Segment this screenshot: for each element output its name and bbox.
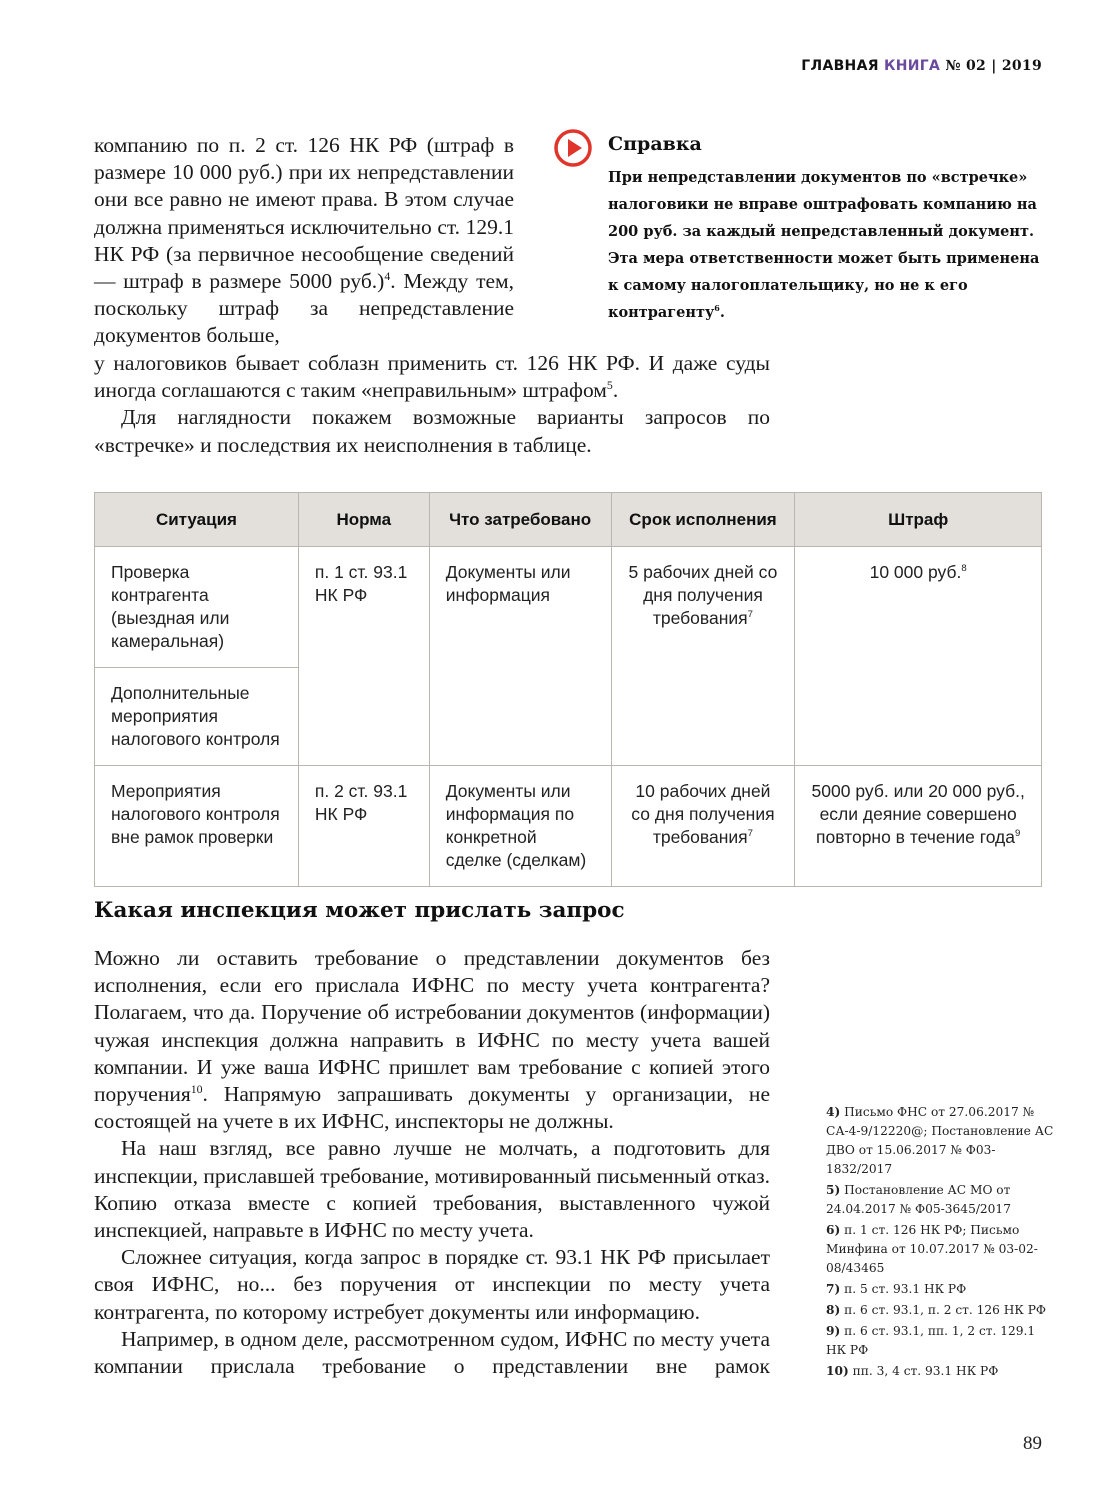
footnote-text: п. 6 ст. 93.1, пп. 1, 2 ст. 129.1 НК РФ	[826, 1324, 1036, 1357]
cell-deadline	[611, 547, 795, 766]
running-head	[801, 58, 1042, 74]
column-header: Срок исполнения	[611, 493, 795, 547]
footnote-ref[interactable]: 6	[714, 304, 720, 314]
footnote	[826, 1181, 1056, 1219]
footnote-number: 7)	[826, 1282, 841, 1296]
footnote-ref[interactable]: 4	[384, 268, 391, 283]
footnote	[826, 1301, 1056, 1320]
intro-cont-text: у налоговиков бывает соблазн применить ст. 126 НК РФ. И даже суды иногда соглашаются с таким «неправильным» штрафом	[94, 351, 770, 403]
section-heading: Какая инспекция может прислать запрос	[94, 898, 625, 923]
footnote	[826, 1362, 1056, 1381]
fine-text: 5000 руб. или 20 000 руб., если деяние совершено повторно в течение года	[811, 781, 1025, 847]
punctuation: .	[612, 378, 619, 403]
column-header: Ситуация	[95, 493, 299, 547]
footnote-number: 9)	[826, 1324, 841, 1338]
issue-number: № 02 | 2019	[945, 58, 1042, 74]
footnote	[826, 1322, 1056, 1360]
footnote-ref[interactable]: 9	[1014, 828, 1021, 840]
intro-text-tail: . Между тем, поскольку штраф за непредставление документов больше,	[94, 269, 515, 348]
paragraph-text-tail: . Напрямую запрашивать документы у организации, не состоящей на учете в их ИФНС, инспекторы не должны.	[94, 1082, 770, 1134]
footnote-number: 8)	[826, 1303, 841, 1317]
punctuation: .	[719, 304, 725, 321]
footnote	[826, 1221, 1056, 1278]
cell-fine	[795, 766, 1042, 887]
page-number: 89	[1023, 1433, 1042, 1454]
column-header: Что затребовано	[429, 493, 611, 547]
footnotes	[826, 1103, 1056, 1383]
footnote	[826, 1280, 1056, 1299]
footnote-ref[interactable]: 5	[606, 378, 613, 393]
cell-situation: Проверка контрагента (выездная или камеральная)	[95, 547, 299, 668]
fine-text: 10 000 руб.	[869, 562, 962, 582]
footnote-number: 10)	[826, 1364, 849, 1378]
footnote-text: п. 5 ст. 93.1 НК РФ	[844, 1282, 967, 1296]
footnote-text: п. 1 ст. 126 НК РФ; Письмо Минфина от 10.07.2017 № 03-02-08/43465	[826, 1223, 1038, 1275]
note-body	[608, 164, 1048, 326]
cell-situation: Мероприятия налогового контроля вне рамок проверки	[95, 766, 299, 887]
footnote-text: Постановление АС МО от 24.04.2017 № Ф05-3645/2017	[826, 1183, 1011, 1216]
table-row	[95, 766, 1042, 887]
play-circle-icon	[553, 128, 593, 168]
intro-text: компанию по п. 2 ст. 126 НК РФ (штраф в размере 10 000 руб.) при их непредставлении они все равно не имеют права. В этом случае должна применяться исключительно ст. 129.1 НК РФ (за первичное несообщение сведений — штраф в размере 5000 руб.)	[94, 133, 514, 294]
section-body	[94, 945, 770, 1380]
cell-deadline	[611, 766, 795, 887]
footnote-ref[interactable]: 10	[190, 1081, 203, 1096]
cell-requested: Документы или информация	[429, 547, 611, 766]
footnote-text: п. 6 ст. 93.1, п. 2 ст. 126 НК РФ	[844, 1303, 1047, 1317]
column-header: Норма	[298, 493, 429, 547]
requests-table	[94, 492, 1042, 887]
paragraph-text: Можно ли оставить требование о представлении документов без исполнения, если его прислала ИФНС по месту учета контрагента? Полагаем, что да. Поручение об истребовании документов (информации) чужая инспекция должна направить в ИФНС по месту учета вашей компании. И уже ваша ИФНС пришлет вам требование с копией этого поручения	[94, 946, 770, 1107]
footnote-number: 4)	[826, 1105, 841, 1119]
brand-name-accent: КНИГА	[883, 58, 941, 74]
table-header-row	[95, 493, 1042, 547]
footnote-number: 5)	[826, 1183, 841, 1197]
footnote-text: Письмо ФНС от 27.06.2017 № СА-4-9/12220@; Постановление АС ДВО от 15.06.2017 № Ф03-1832/2017	[826, 1105, 1054, 1176]
deadline-text: 5 рабочих дней со дня получения требования	[628, 562, 778, 628]
footnote-ref[interactable]: 7	[747, 828, 754, 840]
paragraph: На наш взгляд, все равно лучше не молчать, а подготовить для инспекции, приславшей требование, мотивированный письменный отказ. Копию отказа вместе с копией требования, выставленного чужой инспекцией, направьте в ИФНС по месту учета.	[94, 1136, 770, 1243]
cell-norm: п. 1 ст. 93.1 НК РФ	[298, 547, 429, 766]
footnote-ref[interactable]: 7	[747, 609, 754, 621]
paragraph: Сложнее ситуация, когда запрос в порядке ст. 93.1 НК РФ присылает своя ИФНС, но... без поручения от инспекции по месту учета контрагента, по которому истребует документы или информацию.	[94, 1245, 770, 1324]
column-header: Штраф	[795, 493, 1042, 547]
footnote-text: пп. 3, 4 ст. 93.1 НК РФ	[852, 1364, 999, 1378]
footnote	[826, 1103, 1056, 1179]
footnote-number: 6)	[826, 1223, 841, 1237]
cell-fine	[795, 547, 1042, 766]
note-title: Справка	[608, 133, 702, 155]
cell-requested: Документы или информация по конкретной сделке (сделкам)	[429, 766, 611, 887]
deadline-text: 10 рабочих дней со дня получения требования	[631, 781, 775, 847]
brand-name: ГЛАВНАЯ	[801, 58, 879, 74]
table-intro-paragraph: Для наглядности покажем возможные варианты запросов по «встречке» и последствия их неисполнения в таблице.	[94, 405, 770, 457]
paragraph: Например, в одном деле, рассмотренном судом, ИФНС по месту учета компании прислала требование о представлении вне рамок	[94, 1326, 770, 1379]
cell-situation: Дополнительные мероприятия налогового контроля	[95, 668, 299, 766]
footnote-ref[interactable]: 8	[961, 563, 967, 575]
table-row	[95, 547, 1042, 668]
intro-continuation	[94, 350, 770, 459]
cell-norm: п. 2 ст. 93.1 НК РФ	[298, 766, 429, 887]
note-text: При непредставлении документов по «встречке» налоговики не вправе оштрафовать компанию на 200 руб. за каждый непредставленный документ. Эта мера ответственности может быть применена к самому налогоплательщику, но не к его контрагенту	[608, 169, 1040, 321]
intro-paragraph	[94, 132, 514, 350]
